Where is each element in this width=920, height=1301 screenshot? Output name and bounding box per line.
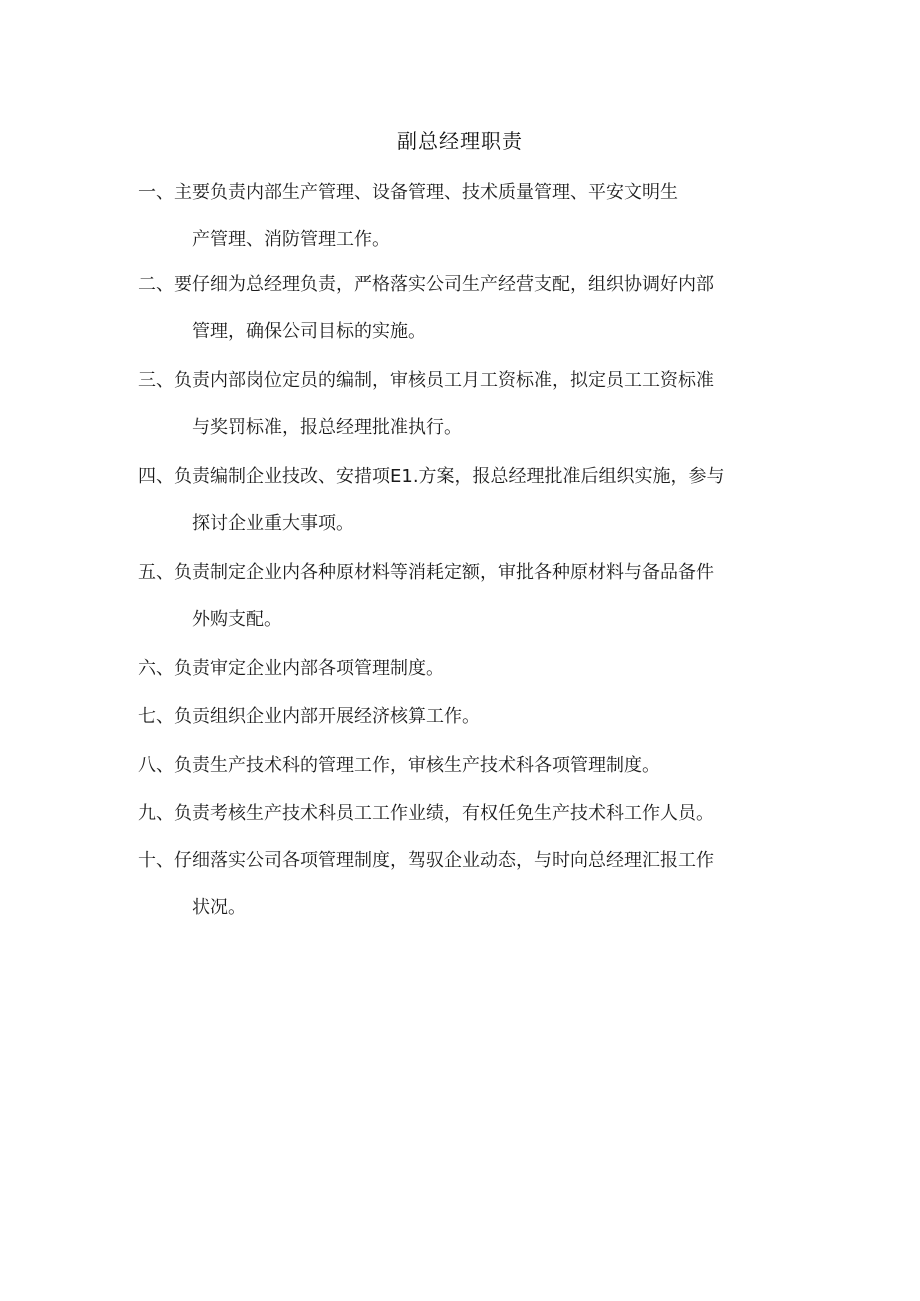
duty-item-8 [138,751,798,781]
duty-item-3 [138,366,798,443]
duty-text: 二、要仔细为总经理负责，严格落实公司生产经营支配，组织协调好内部 [138,274,714,295]
duty-text: 十、仔细落实公司各项管理制度，驾驭企业动态，与时向总经理汇报工作 [138,850,714,871]
duty-text-continued: 探讨企业重大事项。 [192,513,354,534]
duty-text-continued: 产管理、消防管理工作。 [192,229,390,250]
duty-text: 一、主要负责内部生产管理、设备管理、技术质量管理、平安文明生 [138,182,678,203]
duty-item-1 [138,178,798,255]
duty-item-2 [138,270,798,347]
duty-text: 七、负贡组织企业内部开展经济核算工作。 [138,706,480,727]
duty-item-9 [138,799,798,829]
duty-item-4 [138,462,798,539]
document-title: 副总经理职责 [397,129,523,153]
duty-item-6 [138,654,798,684]
duty-text: 四、负责编制企业技改、安措项E1.方案，报总经理批准后组织实施，参与 [138,466,725,487]
duty-text: 八、负责生产技术科的管理工作，审核生产技术科各项管理制度。 [138,755,660,776]
duty-text-continued: 与奖罚标准，报总经理批准执行。 [192,417,462,438]
duty-item-7 [138,702,798,732]
duty-text-continued: 外购支配。 [192,609,282,630]
duty-text: 九、负责考核生产技术科员工工作业绩，有权任免生产技术科工作人员。 [138,803,714,824]
duty-text: 六、负责审定企业内部各项管理制度。 [138,658,444,679]
duty-text-continued: 管理，确保公司目标的实施。 [192,321,426,342]
duty-item-5 [138,558,798,635]
duty-text: 五、负责制定企业内各种原材料等消耗定额，审批各种原材料与备品备件 [138,562,714,583]
duty-text-continued: 状况。 [192,897,246,918]
duty-text: 三、负责内部岗位定员的编制，审核员工月工资标准，拟定员工工资标准 [138,370,714,391]
duty-item-10 [138,846,798,923]
